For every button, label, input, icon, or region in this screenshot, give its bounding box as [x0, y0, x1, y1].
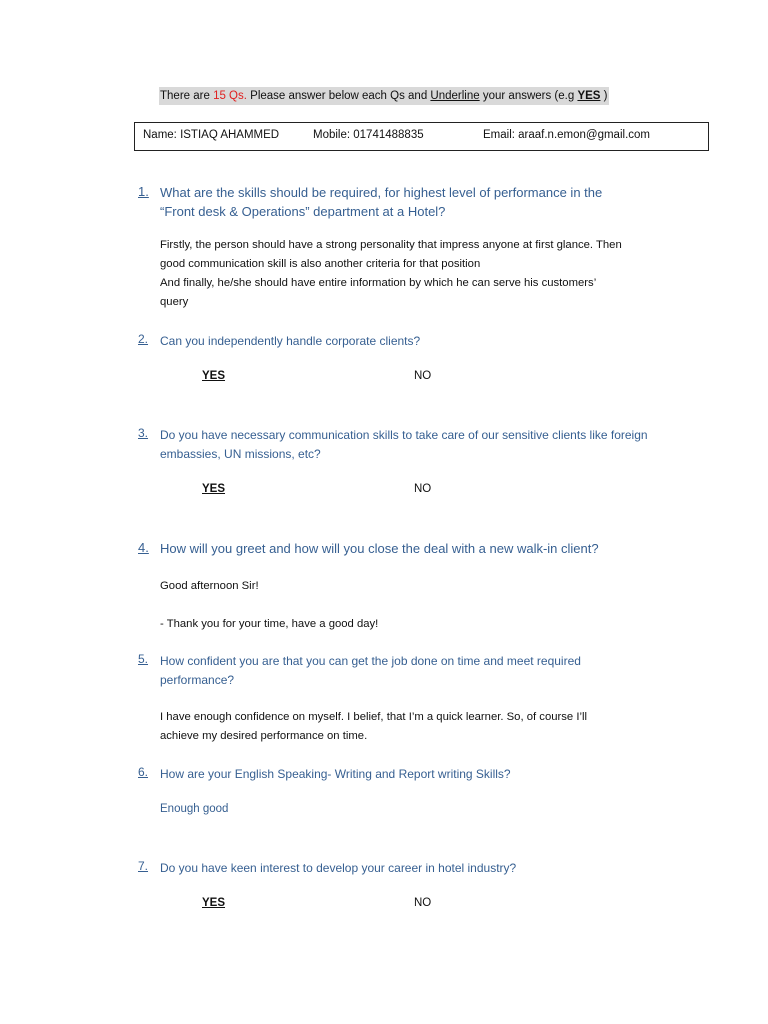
- yes-option: YES: [202, 370, 226, 382]
- instruction-line: [159, 87, 609, 105]
- question-2: Can you independently handle corporate clients?: [160, 334, 421, 348]
- applicant-info-box: [134, 122, 709, 151]
- no-option: NO: [414, 483, 432, 495]
- instruction-text: Please answer below each Qs and: [246, 90, 431, 102]
- answer-1: [160, 236, 680, 312]
- answer-line: Firstly, the person should have a strong personality that impress anyone at first glance. Then: [160, 239, 622, 251]
- answer-line: achieve my desired performance on time.: [160, 730, 368, 742]
- question-5: [160, 652, 680, 689]
- question-text: How confident you are that you can get the job done on time and meet required: [160, 654, 581, 668]
- question-number: 6.: [138, 765, 149, 779]
- question-number: 2.: [138, 332, 149, 346]
- question-text: performance?: [160, 672, 235, 687]
- answer-6: Enough good: [160, 803, 229, 815]
- question-number: 3.: [138, 426, 149, 440]
- answer-line: And finally, he/she should have entire information by which he can serve his customers’: [160, 277, 597, 289]
- applicant-email: Email: araaf.n.emon@gmail.com: [483, 129, 650, 141]
- question-number: 4.: [138, 540, 149, 555]
- question-6: How are your English Speaking- Writing and Report writing Skills?: [160, 767, 511, 781]
- instruction-text: There are: [160, 90, 214, 102]
- applicant-name: Name: ISTIAQ AHAMMED: [143, 129, 280, 141]
- yes-option: YES: [202, 483, 226, 495]
- question-4: How will you greet and how will you close the deal with a new walk-in client?: [160, 541, 599, 556]
- example-answer: YES: [577, 90, 601, 102]
- no-option: NO: [414, 897, 432, 909]
- answer-line: I have enough confidence on myself. I belief, that I’m a quick learner. So, of course I’ll: [160, 711, 588, 723]
- answer-5: [160, 708, 680, 746]
- instruction-text: your answers (e.g: [479, 90, 578, 102]
- question-7: Do you have keen interest to develop your career in hotel industry?: [160, 861, 517, 875]
- question-number: 7.: [138, 859, 149, 873]
- answer-4-greeting: Good afternoon Sir!: [160, 580, 259, 592]
- no-option: NO: [414, 370, 432, 382]
- question-text: “Front desk & Operations” department at a Hotel?: [160, 203, 446, 219]
- question-number: 1.: [138, 184, 149, 199]
- answer-line: query: [160, 296, 189, 308]
- question-count: 15 Qs.: [213, 90, 247, 102]
- yes-option: YES: [202, 897, 226, 909]
- answer-line: good communication skill is also another criteria for that position: [160, 258, 481, 270]
- question-number: 5.: [138, 652, 149, 666]
- question-3: [160, 426, 680, 463]
- instruction-text: ): [600, 90, 608, 102]
- question-text: Do you have necessary communication skills to take care of our sensitive clients like foreign: [160, 428, 648, 442]
- question-1: [160, 184, 680, 221]
- underline-word: Underline: [430, 90, 480, 102]
- question-text: embassies, UN missions, etc?: [160, 446, 321, 461]
- answer-4-closing: - Thank you for your time, have a good day!: [160, 618, 379, 630]
- question-text: What are the skills should be required, for highest level of performance in the: [160, 185, 603, 200]
- applicant-mobile: Mobile: 01741488835: [313, 129, 424, 141]
